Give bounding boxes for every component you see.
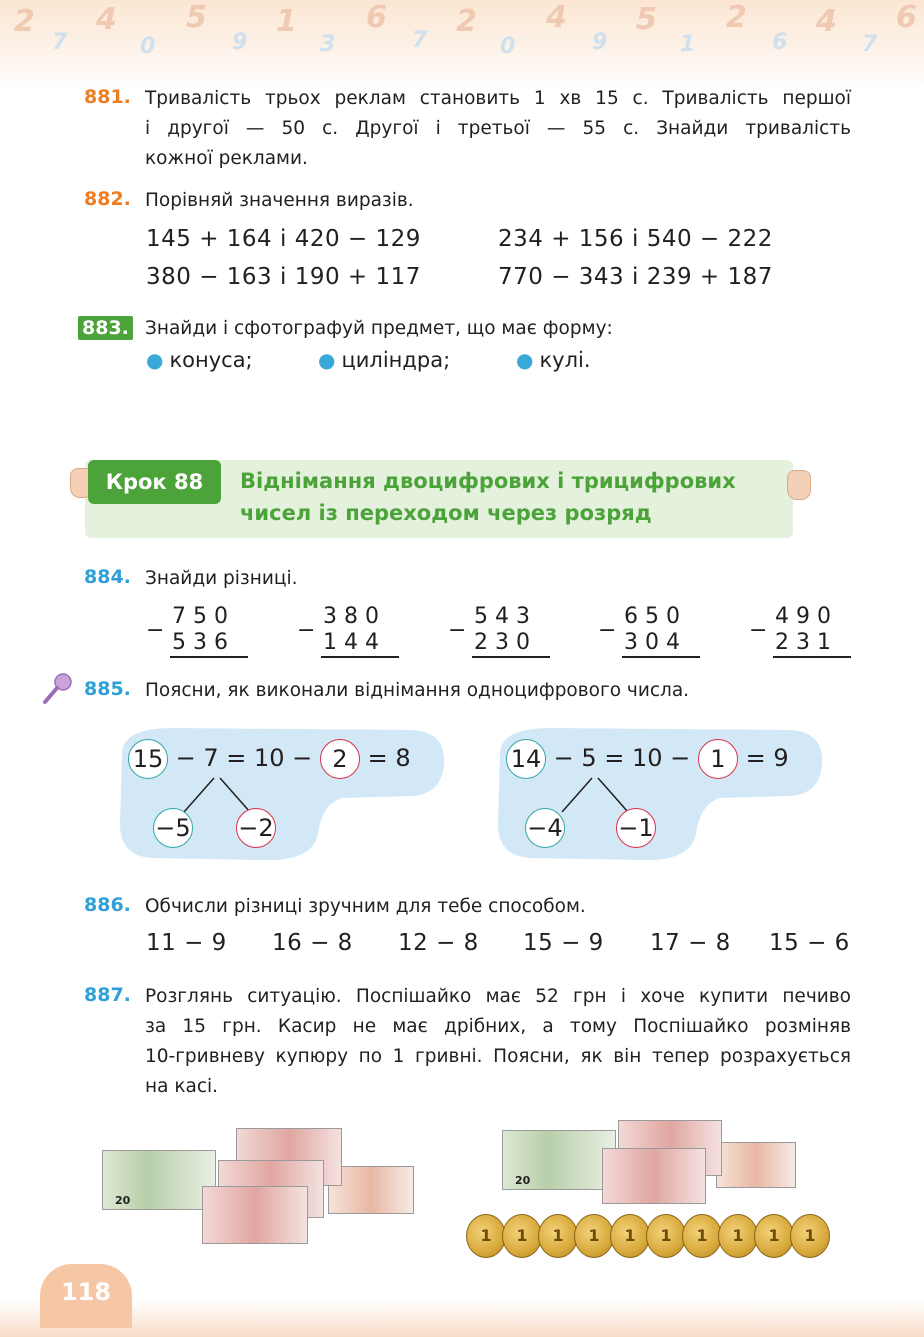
minuend: 750	[172, 604, 235, 629]
circled-number: 14	[506, 739, 546, 779]
text-line: за 15 грн. Касир не має дрібних, а тому Поспішайко розміняв	[145, 1016, 851, 1037]
underline	[773, 656, 851, 658]
bullet-item	[516, 348, 591, 372]
banknote-20	[102, 1150, 216, 1210]
minuend: 490	[775, 604, 838, 629]
lesson-title-line: чисел із переходом через розряд	[240, 501, 652, 525]
underline	[472, 656, 550, 658]
decorative-digits: 2 7 4 0 5 9 1 3 6 7 2 0 4 9 5 1 2 6 4 7 6	[14, 0, 917, 59]
decomposition-expression	[128, 739, 411, 779]
expression: 380 − 163 і 190 + 117	[146, 264, 421, 290]
expression: 234 + 156 і 540 − 222	[498, 226, 773, 252]
banknote-value: 20	[515, 1174, 531, 1187]
coin-1-hryvnia: 1	[682, 1214, 722, 1258]
circled-number: −2	[236, 808, 276, 848]
coin-1-hryvnia: 1	[790, 1214, 830, 1258]
hand-icon	[787, 470, 811, 500]
exercise-text	[145, 84, 851, 174]
exercise-number: 883.	[78, 316, 133, 340]
coin-1-hryvnia: 1	[502, 1214, 542, 1258]
bullet-text: кулі.	[539, 348, 591, 372]
expression-result: = 8	[367, 744, 411, 772]
circled-number: −4	[525, 808, 565, 848]
expression: 17 − 8	[650, 930, 731, 956]
text-line: і другої — 50 с. Другої і третьої — 55 с. Знайди тривалість	[145, 118, 851, 139]
underline	[622, 656, 700, 658]
minuend: 650	[624, 604, 687, 629]
exercise-number: 885.	[84, 678, 131, 700]
minus-sign: −	[598, 618, 617, 643]
expression-part: − 7 = 10 −	[175, 744, 313, 772]
part-circle	[616, 808, 656, 848]
subtrahend: 230	[474, 630, 537, 655]
bullet-text: конуса;	[169, 348, 253, 372]
exercise-number: 884.	[84, 566, 131, 588]
coin-1-hryvnia: 1	[466, 1214, 506, 1258]
minus-sign: −	[448, 618, 467, 643]
coin-1-hryvnia: 1	[718, 1214, 758, 1258]
circled-number: −1	[616, 808, 656, 848]
minus-sign: −	[146, 618, 165, 643]
coin-1-hryvnia: 1	[646, 1214, 686, 1258]
minuend: 543	[474, 604, 537, 629]
part-circle	[525, 808, 565, 848]
banknote-20	[502, 1130, 616, 1190]
microphone-icon	[40, 672, 74, 706]
exercise-text: Порівняй значення виразів.	[145, 190, 414, 211]
exercise-text: Знайди і сфотографуй предмет, що має форму:	[145, 318, 613, 339]
lesson-badge: Крок 88	[88, 460, 221, 504]
exercise-number: 886.	[84, 894, 131, 916]
text-line: кожної реклами.	[145, 148, 308, 169]
expression: 12 − 8	[398, 930, 479, 956]
lesson-title-line: Віднімання двоцифрових і трицифрових	[240, 469, 736, 493]
part-circle	[236, 808, 276, 848]
coin-1-hryvnia: 1	[574, 1214, 614, 1258]
lesson-title	[240, 465, 736, 529]
subtrahend: 536	[172, 630, 235, 655]
text-line: на касі.	[145, 1076, 219, 1097]
underline	[170, 656, 248, 658]
bullet-icon: ●	[318, 348, 336, 372]
exercise-number: 881.	[84, 86, 131, 108]
expression: 770 − 343 і 239 + 187	[498, 264, 773, 290]
exercise-text: Знайди різниці.	[145, 568, 298, 589]
expression: 11 − 9	[146, 930, 227, 956]
banknote-value: 20	[115, 1194, 131, 1207]
subtrahend: 144	[323, 630, 386, 655]
expression: 15 − 9	[523, 930, 604, 956]
footer-band	[0, 1300, 924, 1337]
exercise-text	[145, 982, 851, 1102]
bullet-icon: ●	[146, 348, 164, 372]
circled-number: 15	[128, 739, 168, 779]
exercise-number: 887.	[84, 984, 131, 1006]
coin-1-hryvnia: 1	[538, 1214, 578, 1258]
coin-1-hryvnia: 1	[610, 1214, 650, 1258]
minuend: 380	[323, 604, 386, 629]
text-line: Розглянь ситуацію. Поспішайко має 52 грн і хоче купити печиво	[145, 986, 851, 1007]
circled-number: 1	[698, 739, 738, 779]
subtrahend: 304	[624, 630, 687, 655]
circled-number: 2	[320, 739, 360, 779]
subtrahend: 231	[775, 630, 838, 655]
exercise-number: 882.	[84, 188, 131, 210]
decomposition-expression	[506, 739, 789, 779]
page-number: 118	[60, 1278, 112, 1306]
minus-sign: −	[297, 618, 316, 643]
bullet-item	[318, 348, 450, 372]
expression-part: − 5 = 10 −	[553, 744, 691, 772]
expression: 16 − 8	[272, 930, 353, 956]
banknote-1	[602, 1148, 706, 1204]
minus-sign: −	[749, 618, 768, 643]
text-line: Тривалість трьох реклам становить 1 хв 15 с. Тривалість першої	[145, 88, 851, 109]
coin-1-hryvnia: 1	[754, 1214, 794, 1258]
expression: 145 + 164 і 420 − 129	[146, 226, 421, 252]
circled-number: −5	[153, 808, 193, 848]
underline	[321, 656, 399, 658]
bullet-text: циліндра;	[341, 348, 451, 372]
expression-result: = 9	[745, 744, 789, 772]
bullet-icon: ●	[516, 348, 534, 372]
exercise-text: Обчисли різниці зручним для тебе способом.	[145, 896, 586, 917]
banknote-1	[716, 1142, 796, 1188]
part-circle	[153, 808, 193, 848]
text-line: 10-гривневу купюру по 1 гривні. Поясни, як він тепер розрахується	[145, 1046, 851, 1067]
bullet-item	[146, 348, 253, 372]
banknote-1	[202, 1186, 308, 1244]
expression: 15 − 6	[769, 930, 850, 956]
exercise-text: Поясни, як виконали віднімання одноцифрового числа.	[145, 680, 690, 701]
